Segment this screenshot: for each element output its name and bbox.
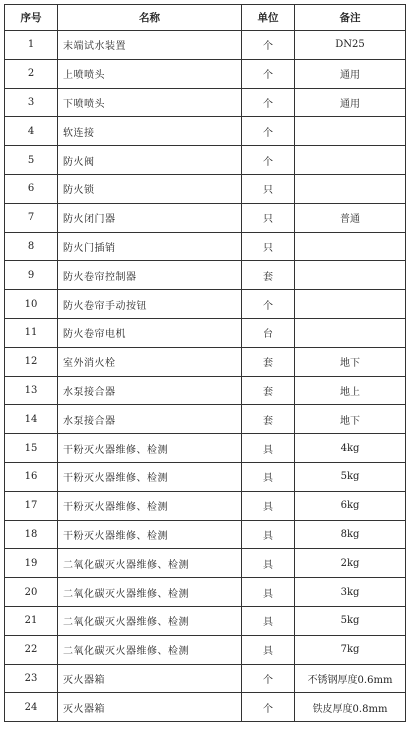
cell-remarks: 7kg xyxy=(295,635,406,664)
table-row xyxy=(5,31,406,60)
cell-serial-number: 18 xyxy=(5,520,58,549)
cell-unit: 具 xyxy=(242,491,295,520)
cell-unit: 个 xyxy=(242,290,295,319)
table-row xyxy=(5,664,406,693)
table-row xyxy=(5,606,406,635)
cell-serial-number: 17 xyxy=(5,491,58,520)
cell-unit: 具 xyxy=(242,434,295,463)
cell-name: 灭火器箱 xyxy=(58,664,242,693)
header-name: 名称 xyxy=(58,5,242,31)
cell-serial-number: 11 xyxy=(5,318,58,347)
cell-remarks: 5kg xyxy=(295,606,406,635)
cell-name: 上喷喷头 xyxy=(58,59,242,88)
table-row xyxy=(5,261,406,290)
cell-name: 二氧化碳灭火器维修、检测 xyxy=(58,606,242,635)
table-body xyxy=(5,31,406,722)
cell-unit: 个 xyxy=(242,693,295,722)
cell-serial-number: 23 xyxy=(5,664,58,693)
cell-name: 二氧化碳灭火器维修、检测 xyxy=(58,635,242,664)
cell-unit: 套 xyxy=(242,376,295,405)
cell-remarks xyxy=(295,174,406,203)
cell-remarks xyxy=(295,318,406,347)
cell-unit: 个 xyxy=(242,59,295,88)
header-remarks: 备注 xyxy=(295,5,406,31)
header-row xyxy=(5,5,406,31)
cell-remarks: 通用 xyxy=(295,88,406,117)
cell-unit: 具 xyxy=(242,578,295,607)
table-row xyxy=(5,491,406,520)
table-row xyxy=(5,59,406,88)
cell-serial-number: 22 xyxy=(5,635,58,664)
cell-unit: 套 xyxy=(242,405,295,434)
cell-unit: 个 xyxy=(242,88,295,117)
cell-remarks xyxy=(295,117,406,146)
cell-name: 末端试水装置 xyxy=(58,31,242,60)
table-row xyxy=(5,174,406,203)
cell-remarks: DN25 xyxy=(295,31,406,60)
cell-name: 防火锁 xyxy=(58,174,242,203)
cell-remarks: 2kg xyxy=(295,549,406,578)
cell-remarks: 普通 xyxy=(295,203,406,232)
cell-name: 干粉灭火器维修、检测 xyxy=(58,520,242,549)
cell-serial-number: 21 xyxy=(5,606,58,635)
cell-name: 防火卷帘手动按钮 xyxy=(58,290,242,319)
cell-serial-number: 10 xyxy=(5,290,58,319)
header-unit: 单位 xyxy=(242,5,295,31)
cell-unit: 具 xyxy=(242,549,295,578)
table-row xyxy=(5,405,406,434)
cell-name: 干粉灭火器维修、检测 xyxy=(58,462,242,491)
table-row xyxy=(5,635,406,664)
cell-name: 干粉灭火器维修、检测 xyxy=(58,491,242,520)
table-row xyxy=(5,117,406,146)
cell-unit: 具 xyxy=(242,462,295,491)
cell-unit: 具 xyxy=(242,520,295,549)
table-row xyxy=(5,347,406,376)
cell-name: 二氧化碳灭火器维修、检测 xyxy=(58,549,242,578)
cell-name: 防火闭门器 xyxy=(58,203,242,232)
cell-name: 干粉灭火器维修、检测 xyxy=(58,434,242,463)
cell-remarks: 通用 xyxy=(295,59,406,88)
cell-serial-number: 20 xyxy=(5,578,58,607)
cell-name: 室外消火栓 xyxy=(58,347,242,376)
cell-remarks xyxy=(295,290,406,319)
cell-remarks: 6kg xyxy=(295,491,406,520)
cell-remarks xyxy=(295,261,406,290)
cell-unit: 具 xyxy=(242,635,295,664)
cell-name: 防火卷帘电机 xyxy=(58,318,242,347)
table-row xyxy=(5,520,406,549)
cell-remarks: 地下 xyxy=(295,405,406,434)
cell-remarks: 3kg xyxy=(295,578,406,607)
cell-remarks: 4kg xyxy=(295,434,406,463)
parts-table xyxy=(4,4,406,722)
cell-serial-number: 15 xyxy=(5,434,58,463)
table-row xyxy=(5,146,406,175)
table-row xyxy=(5,318,406,347)
cell-remarks xyxy=(295,146,406,175)
table-row xyxy=(5,290,406,319)
cell-name: 下喷喷头 xyxy=(58,88,242,117)
cell-remarks: 8kg xyxy=(295,520,406,549)
cell-remarks: 不锈钢厚度0.6mm xyxy=(295,664,406,693)
table-row xyxy=(5,549,406,578)
cell-serial-number: 5 xyxy=(5,146,58,175)
table-row xyxy=(5,232,406,261)
cell-name: 水泵接合器 xyxy=(58,405,242,434)
cell-serial-number: 4 xyxy=(5,117,58,146)
table-row xyxy=(5,88,406,117)
cell-serial-number: 19 xyxy=(5,549,58,578)
cell-name: 水泵接合器 xyxy=(58,376,242,405)
cell-name: 灭火器箱 xyxy=(58,693,242,722)
table-row xyxy=(5,462,406,491)
cell-unit: 个 xyxy=(242,31,295,60)
cell-serial-number: 24 xyxy=(5,693,58,722)
table-header xyxy=(5,5,406,31)
table-row xyxy=(5,578,406,607)
cell-remarks: 地上 xyxy=(295,376,406,405)
table-row xyxy=(5,434,406,463)
cell-serial-number: 1 xyxy=(5,31,58,60)
table-row xyxy=(5,376,406,405)
header-serial-number: 序号 xyxy=(5,5,58,31)
cell-unit: 只 xyxy=(242,232,295,261)
cell-unit: 个 xyxy=(242,664,295,693)
cell-serial-number: 7 xyxy=(5,203,58,232)
cell-serial-number: 13 xyxy=(5,376,58,405)
cell-name: 软连接 xyxy=(58,117,242,146)
cell-unit: 具 xyxy=(242,606,295,635)
cell-unit: 台 xyxy=(242,318,295,347)
cell-remarks: 5kg xyxy=(295,462,406,491)
cell-serial-number: 14 xyxy=(5,405,58,434)
cell-unit: 个 xyxy=(242,146,295,175)
cell-unit: 只 xyxy=(242,174,295,203)
cell-serial-number: 3 xyxy=(5,88,58,117)
cell-remarks xyxy=(295,232,406,261)
cell-name: 防火阀 xyxy=(58,146,242,175)
cell-serial-number: 12 xyxy=(5,347,58,376)
cell-name: 二氧化碳灭火器维修、检测 xyxy=(58,578,242,607)
cell-serial-number: 6 xyxy=(5,174,58,203)
cell-unit: 只 xyxy=(242,203,295,232)
cell-serial-number: 2 xyxy=(5,59,58,88)
cell-remarks: 铁皮厚度0.8mm xyxy=(295,693,406,722)
cell-name: 防火卷帘控制器 xyxy=(58,261,242,290)
cell-name: 防火门插销 xyxy=(58,232,242,261)
cell-serial-number: 8 xyxy=(5,232,58,261)
cell-unit: 套 xyxy=(242,347,295,376)
cell-serial-number: 16 xyxy=(5,462,58,491)
cell-unit: 套 xyxy=(242,261,295,290)
cell-unit: 个 xyxy=(242,117,295,146)
table-row xyxy=(5,203,406,232)
cell-serial-number: 9 xyxy=(5,261,58,290)
table-row xyxy=(5,693,406,722)
cell-remarks: 地下 xyxy=(295,347,406,376)
